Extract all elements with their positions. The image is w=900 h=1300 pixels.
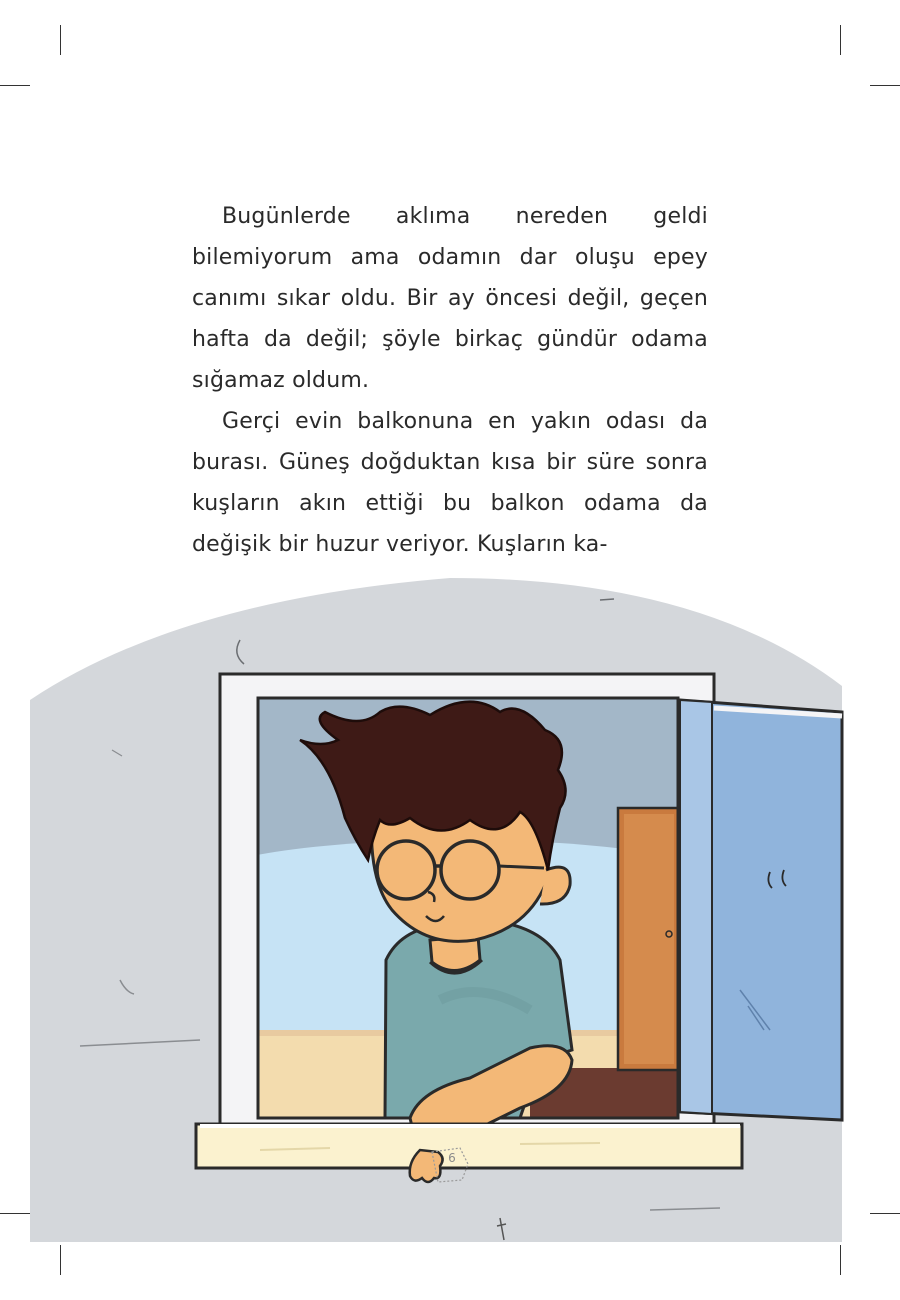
paragraph-1: Bugünlerde aklıma nereden geldi bilemiyorum ama odamın dar oluşu epey canımı sıkar oldu. Bir ay öncesi değil, geçen hafta da değil; şöyle birkaç gündür odama sığamaz oldum.	[192, 204, 708, 393]
paragraph-2: Gerçi evin balkonuna en yakın odası da burası. Güneş doğduktan kısa bir süre sonra kuşların akın ettiği bu balkon odama da değişik bir huzur veriyor. Kuşların ka-	[192, 409, 708, 557]
page-number: 6	[448, 1151, 456, 1165]
window-sill	[196, 1124, 742, 1168]
window-shutter	[680, 700, 842, 1120]
